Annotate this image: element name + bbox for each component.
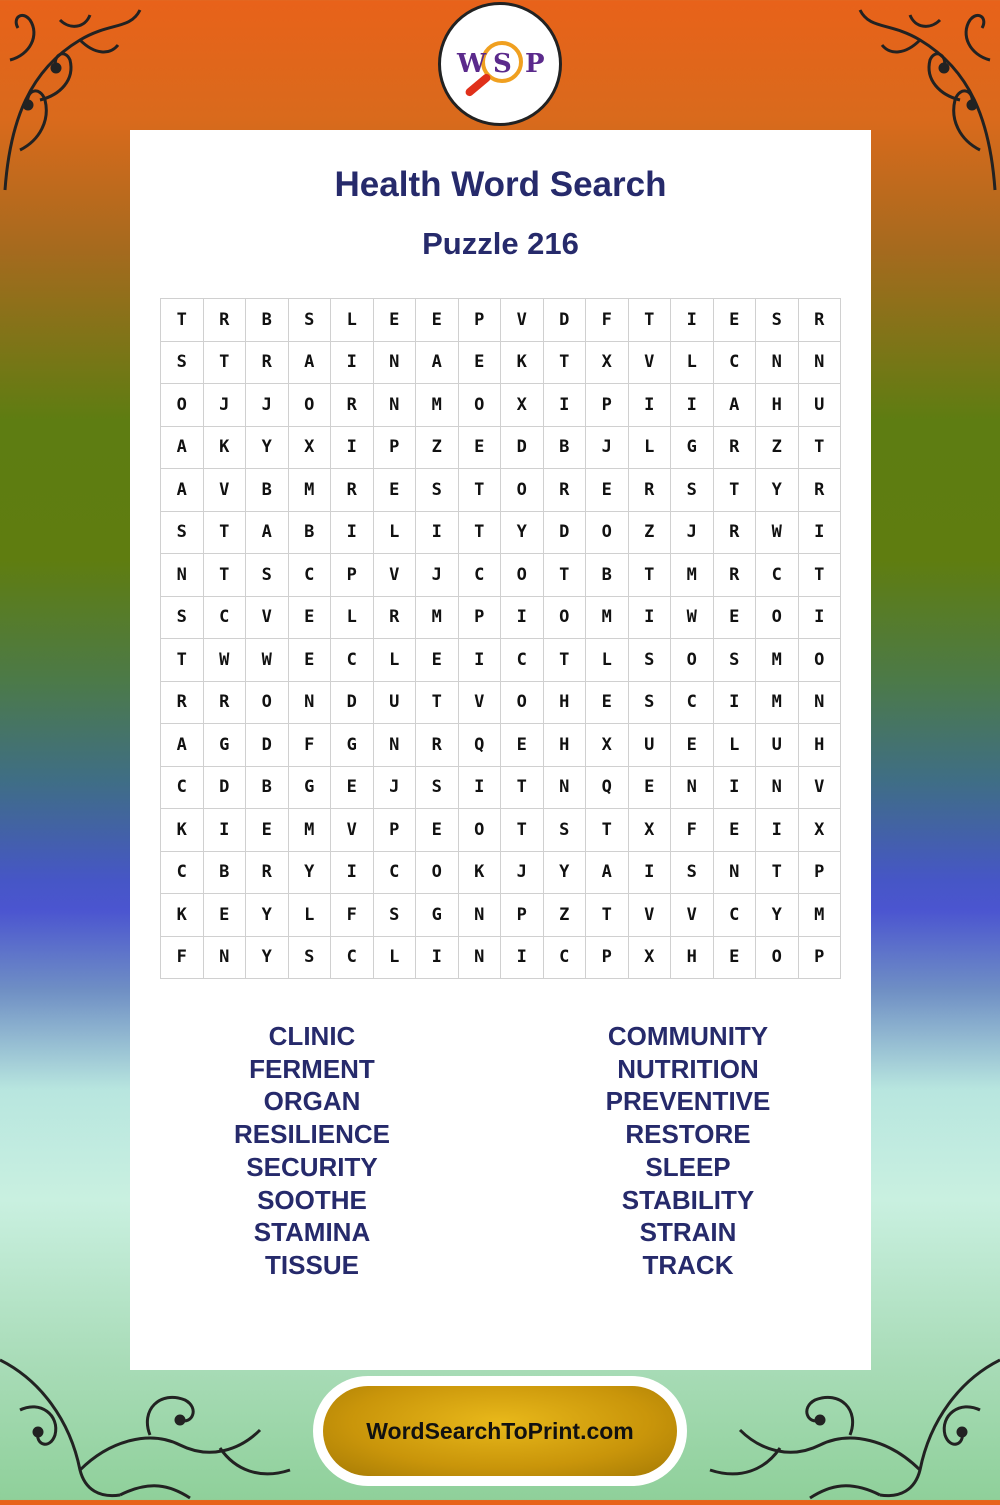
grid-cell[interactable]: E [459, 427, 502, 470]
grid-cell[interactable]: M [416, 597, 459, 640]
grid-cell[interactable]: I [459, 767, 502, 810]
grid-cell[interactable]: I [671, 384, 714, 427]
grid-cell[interactable]: N [544, 767, 587, 810]
grid-cell[interactable]: G [204, 724, 247, 767]
grid-cell[interactable]: J [416, 554, 459, 597]
grid-cell[interactable]: Z [756, 427, 799, 470]
grid-cell[interactable]: A [161, 724, 204, 767]
grid-cell[interactable]: S [289, 937, 332, 980]
grid-cell[interactable]: N [459, 894, 502, 937]
grid-cell[interactable]: I [459, 639, 502, 682]
grid-cell[interactable]: L [331, 597, 374, 640]
flourish-top-right [850, 0, 1000, 200]
word-list-item: RESTORE [625, 1119, 751, 1150]
grid-cell[interactable]: T [161, 299, 204, 342]
grid-cell[interactable]: S [246, 554, 289, 597]
grid-cell[interactable]: L [671, 342, 714, 385]
grid-cell[interactable]: V [331, 809, 374, 852]
word-list-item: NUTRITION [617, 1053, 759, 1084]
grid-cell[interactable]: H [671, 937, 714, 980]
grid-cell[interactable]: O [501, 554, 544, 597]
grid-cell[interactable]: U [799, 384, 842, 427]
grid-cell[interactable]: R [204, 682, 247, 725]
grid-cell[interactable]: B [586, 554, 629, 597]
grid-cell[interactable]: X [586, 724, 629, 767]
grid-cell[interactable]: E [331, 767, 374, 810]
grid-cell[interactable]: L [331, 299, 374, 342]
grid-cell[interactable]: H [799, 724, 842, 767]
grid-cell[interactable]: O [289, 384, 332, 427]
grid-cell[interactable]: X [629, 809, 672, 852]
word-list-item: RESILIENCE [233, 1119, 391, 1150]
grid-cell[interactable]: Y [289, 852, 332, 895]
grid-cell[interactable]: I [629, 852, 672, 895]
grid-cell[interactable]: L [374, 639, 417, 682]
grid-cell[interactable]: T [501, 767, 544, 810]
grid-cell[interactable]: B [246, 767, 289, 810]
grid-cell[interactable]: N [289, 682, 332, 725]
grid-cell[interactable]: M [586, 597, 629, 640]
grid-cell[interactable]: N [799, 342, 842, 385]
grid-cell[interactable]: H [756, 384, 799, 427]
word-list-item: STABILITY [621, 1184, 755, 1215]
grid-cell[interactable]: T [161, 639, 204, 682]
grid-cell[interactable]: Y [756, 469, 799, 512]
grid-cell[interactable]: E [586, 469, 629, 512]
grid-cell[interactable]: S [756, 299, 799, 342]
grid-cell[interactable]: L [374, 937, 417, 980]
grid-cell[interactable]: W [671, 597, 714, 640]
grid-cell[interactable]: P [374, 427, 417, 470]
grid-cell[interactable]: F [331, 894, 374, 937]
page-title: Health Word Search [334, 165, 667, 204]
grid-cell[interactable]: C [714, 894, 757, 937]
grid-cell[interactable]: I [799, 512, 842, 555]
grid-cell[interactable]: V [246, 597, 289, 640]
grid-cell[interactable]: C [756, 554, 799, 597]
grid-cell[interactable]: V [459, 682, 502, 725]
grid-cell[interactable]: B [246, 299, 289, 342]
grid-cell[interactable]: B [246, 469, 289, 512]
grid-cell[interactable]: K [204, 427, 247, 470]
grid-cell[interactable]: U [374, 682, 417, 725]
grid-cell[interactable]: J [374, 767, 417, 810]
logo-letter-w: W [457, 49, 487, 79]
grid-cell[interactable]: W [246, 639, 289, 682]
grid-cell[interactable]: T [544, 639, 587, 682]
grid-cell[interactable]: M [671, 554, 714, 597]
grid-cell[interactable]: Z [544, 894, 587, 937]
grid-cell[interactable]: X [289, 427, 332, 470]
grid-cell[interactable]: C [331, 639, 374, 682]
grid-cell[interactable]: Y [501, 512, 544, 555]
grid-cell[interactable]: P [501, 894, 544, 937]
grid-cell[interactable]: J [586, 427, 629, 470]
word-list-item: STRAIN [639, 1217, 737, 1248]
grid-cell[interactable]: E [501, 724, 544, 767]
grid-cell[interactable]: U [756, 724, 799, 767]
grid-cell[interactable]: I [629, 597, 672, 640]
grid-cell[interactable]: P [331, 554, 374, 597]
grid-cell[interactable]: N [374, 724, 417, 767]
grid-cell[interactable]: F [586, 299, 629, 342]
grid-cell[interactable]: C [671, 682, 714, 725]
grid-cell[interactable]: A [714, 384, 757, 427]
grid-cell[interactable]: E [416, 809, 459, 852]
grid-cell[interactable]: O [246, 682, 289, 725]
grid-cell[interactable]: R [714, 427, 757, 470]
grid-cell[interactable]: E [671, 724, 714, 767]
grid-cell[interactable]: F [289, 724, 332, 767]
grid-cell[interactable]: T [714, 469, 757, 512]
grid-cell[interactable]: N [756, 342, 799, 385]
grid-cell[interactable]: C [501, 639, 544, 682]
logo-letter-s: S [493, 49, 512, 79]
grid-cell[interactable]: S [289, 299, 332, 342]
grid-cell[interactable]: R [544, 469, 587, 512]
grid-cell[interactable]: E [289, 639, 332, 682]
grid-cell[interactable]: I [204, 809, 247, 852]
grid-cell[interactable]: R [799, 469, 842, 512]
grid-cell[interactable]: D [204, 767, 247, 810]
grid-cell[interactable]: I [629, 384, 672, 427]
grid-cell[interactable]: D [331, 682, 374, 725]
grid-cell[interactable]: M [756, 682, 799, 725]
grid-cell[interactable]: V [629, 342, 672, 385]
grid-cell[interactable]: I [416, 512, 459, 555]
grid-cell[interactable]: O [161, 384, 204, 427]
grid-cell[interactable]: T [204, 512, 247, 555]
grid-cell[interactable]: L [629, 427, 672, 470]
grid-cell[interactable]: I [331, 512, 374, 555]
grid-cell[interactable]: E [289, 597, 332, 640]
grid-cell[interactable]: P [586, 937, 629, 980]
grid-cell[interactable]: J [246, 384, 289, 427]
grid-cell[interactable]: E [459, 342, 502, 385]
grid-cell[interactable]: V [374, 554, 417, 597]
grid-cell[interactable]: P [459, 597, 502, 640]
grid-cell[interactable]: R [246, 852, 289, 895]
grid-cell[interactable]: R [246, 342, 289, 385]
grid-cell[interactable]: Z [629, 512, 672, 555]
grid-cell[interactable]: T [629, 299, 672, 342]
grid-cell[interactable]: J [671, 512, 714, 555]
grid-cell[interactable]: T [586, 809, 629, 852]
grid-cell[interactable]: T [629, 554, 672, 597]
grid-cell[interactable]: J [204, 384, 247, 427]
grid-cell[interactable]: C [161, 852, 204, 895]
grid-cell[interactable]: A [416, 342, 459, 385]
word-list-item: TISSUE [265, 1249, 359, 1280]
grid-cell[interactable]: E [416, 639, 459, 682]
grid-cell[interactable]: T [416, 682, 459, 725]
grid-cell[interactable]: D [544, 299, 587, 342]
grid-cell[interactable]: N [714, 852, 757, 895]
grid-cell[interactable]: I [331, 427, 374, 470]
grid-cell[interactable]: K [501, 342, 544, 385]
word-list-item: SOOTHE [257, 1184, 367, 1215]
grid-cell[interactable]: E [204, 894, 247, 937]
grid-cell[interactable]: G [671, 427, 714, 470]
grid-cell[interactable]: I [331, 342, 374, 385]
grid-cell[interactable]: R [714, 512, 757, 555]
grid-cell[interactable]: A [161, 469, 204, 512]
grid-cell[interactable]: L [374, 512, 417, 555]
grid-cell[interactable]: I [544, 384, 587, 427]
grid-cell[interactable]: I [714, 682, 757, 725]
grid-cell[interactable]: E [374, 469, 417, 512]
grid-cell[interactable]: O [416, 852, 459, 895]
word-list-item: COMMUNITY [607, 1021, 769, 1051]
grid-cell[interactable]: X [586, 342, 629, 385]
grid-cell[interactable]: C [714, 342, 757, 385]
grid-cell[interactable]: G [331, 724, 374, 767]
grid-cell[interactable]: V [501, 299, 544, 342]
grid-cell[interactable]: V [671, 894, 714, 937]
grid-cell[interactable]: O [501, 682, 544, 725]
grid-cell[interactable]: T [501, 809, 544, 852]
grid-cell[interactable]: K [459, 852, 502, 895]
grid-cell[interactable]: L [289, 894, 332, 937]
grid-cell[interactable]: O [756, 597, 799, 640]
grid-cell[interactable]: Y [246, 937, 289, 980]
grid-cell[interactable]: P [374, 809, 417, 852]
grid-cell[interactable]: I [501, 597, 544, 640]
grid-cell[interactable]: O [586, 512, 629, 555]
grid-cell[interactable]: C [544, 937, 587, 980]
grid-cell[interactable]: S [629, 639, 672, 682]
grid-cell[interactable]: O [671, 639, 714, 682]
grid-cell[interactable]: E [374, 299, 417, 342]
puzzle-number: Puzzle 216 [422, 226, 579, 261]
grid-cell[interactable]: T [544, 554, 587, 597]
grid-cell[interactable]: R [374, 597, 417, 640]
grid-cell[interactable]: A [586, 852, 629, 895]
letter-grid [160, 298, 841, 979]
grid-cell[interactable]: T [204, 554, 247, 597]
grid-cell[interactable]: C [204, 597, 247, 640]
grid-cell[interactable]: H [544, 682, 587, 725]
grid-cell[interactable]: X [799, 809, 842, 852]
grid-cell[interactable]: R [629, 469, 672, 512]
grid-cell[interactable]: I [799, 597, 842, 640]
grid-cell[interactable]: Y [756, 894, 799, 937]
puzzle-sheet [130, 130, 871, 1370]
grid-cell[interactable]: W [204, 639, 247, 682]
grid-cell[interactable]: M [799, 894, 842, 937]
grid-cell[interactable]: F [161, 937, 204, 980]
grid-cell[interactable]: O [501, 469, 544, 512]
grid-cell[interactable]: T [544, 342, 587, 385]
grid-cell[interactable]: S [544, 809, 587, 852]
grid-cell[interactable]: K [161, 809, 204, 852]
grid-cell[interactable]: P [459, 299, 502, 342]
grid-cell[interactable]: P [586, 384, 629, 427]
grid-cell[interactable]: E [714, 809, 757, 852]
word-list-item: TRACK [642, 1249, 734, 1280]
word-list-item: PREVENTIVE [605, 1086, 771, 1117]
grid-cell[interactable]: Z [416, 427, 459, 470]
grid-cell[interactable]: B [289, 512, 332, 555]
grid-cell[interactable]: A [289, 342, 332, 385]
grid-cell[interactable]: L [586, 639, 629, 682]
wsp-logo [438, 2, 562, 126]
grid-cell[interactable]: S [671, 469, 714, 512]
grid-cell[interactable]: R [331, 469, 374, 512]
word-list-item: FERMENT [249, 1053, 375, 1084]
grid-cell[interactable]: E [629, 767, 672, 810]
grid-cell[interactable]: N [671, 767, 714, 810]
grid-cell[interactable]: M [416, 384, 459, 427]
grid-cell[interactable]: C [331, 937, 374, 980]
word-list-item: SLEEP [645, 1151, 731, 1182]
grid-cell[interactable]: X [501, 384, 544, 427]
site-link[interactable]: WordSearchToPrint.com [323, 1386, 677, 1476]
grid-cell[interactable]: U [629, 724, 672, 767]
footer-badge [313, 1376, 687, 1486]
grid-cell[interactable]: A [161, 427, 204, 470]
flourish-top-left [0, 0, 150, 200]
grid-cell[interactable]: T [459, 469, 502, 512]
grid-cell[interactable]: M [289, 809, 332, 852]
grid-cell[interactable]: V [799, 767, 842, 810]
grid-cell[interactable]: O [459, 809, 502, 852]
grid-cell[interactable]: S [161, 512, 204, 555]
grid-cell[interactable]: B [544, 427, 587, 470]
grid-cell[interactable]: V [629, 894, 672, 937]
grid-cell[interactable]: T [756, 852, 799, 895]
grid-cell[interactable]: S [416, 767, 459, 810]
grid-cell[interactable]: O [544, 597, 587, 640]
grid-cell[interactable]: T [586, 894, 629, 937]
grid-cell[interactable]: M [289, 469, 332, 512]
grid-cell[interactable]: D [246, 724, 289, 767]
grid-cell[interactable]: T [799, 427, 842, 470]
grid-cell[interactable]: R [714, 554, 757, 597]
grid-cell[interactable]: I [714, 767, 757, 810]
grid-cell[interactable]: L [714, 724, 757, 767]
grid-cell[interactable]: I [756, 809, 799, 852]
grid-cell[interactable]: I [501, 937, 544, 980]
grid-cell[interactable]: Y [544, 852, 587, 895]
grid-cell[interactable]: R [416, 724, 459, 767]
grid-cell[interactable]: I [671, 299, 714, 342]
word-list-item: SECURITY [246, 1151, 378, 1182]
grid-cell[interactable]: N [161, 554, 204, 597]
grid-cell[interactable]: N [799, 682, 842, 725]
grid-cell[interactable]: N [756, 767, 799, 810]
grid-cell[interactable]: C [289, 554, 332, 597]
grid-cell[interactable]: D [501, 427, 544, 470]
grid-cell[interactable]: S [161, 342, 204, 385]
grid-cell[interactable]: O [799, 639, 842, 682]
grid-cell[interactable]: C [459, 554, 502, 597]
word-list-item: STAMINA [253, 1217, 371, 1248]
grid-cell[interactable]: P [799, 937, 842, 980]
grid-cell[interactable]: E [714, 937, 757, 980]
grid-cell[interactable]: B [204, 852, 247, 895]
grid-cell[interactable]: O [756, 937, 799, 980]
grid-cell[interactable]: R [331, 384, 374, 427]
grid-cell[interactable]: W [756, 512, 799, 555]
grid-cell[interactable]: X [629, 937, 672, 980]
grid-cell[interactable]: I [331, 852, 374, 895]
grid-cell[interactable]: O [459, 384, 502, 427]
grid-cell[interactable]: Q [586, 767, 629, 810]
grid-cell[interactable]: S [629, 682, 672, 725]
grid-cell[interactable]: R [161, 682, 204, 725]
grid-cell[interactable]: I [416, 937, 459, 980]
word-list-left [162, 1020, 462, 1282]
grid-cell[interactable]: S [714, 639, 757, 682]
grid-cell[interactable]: Q [459, 724, 502, 767]
grid-cell[interactable]: Y [246, 894, 289, 937]
grid-cell[interactable]: M [756, 639, 799, 682]
grid-cell[interactable]: E [586, 682, 629, 725]
grid-cell[interactable]: K [161, 894, 204, 937]
word-list-item: ORGAN [263, 1086, 361, 1117]
grid-cell[interactable]: T [459, 512, 502, 555]
grid-cell[interactable]: D [544, 512, 587, 555]
grid-cell[interactable]: T [204, 342, 247, 385]
grid-cell[interactable]: N [374, 384, 417, 427]
grid-cell[interactable]: S [161, 597, 204, 640]
grid-cell[interactable]: G [289, 767, 332, 810]
logo-letter-p: P [525, 49, 545, 79]
grid-cell[interactable]: R [799, 299, 842, 342]
grid-cell[interactable]: T [799, 554, 842, 597]
grid-cell[interactable]: E [714, 299, 757, 342]
grid-cell[interactable]: V [204, 469, 247, 512]
word-list-item: CLINIC [268, 1021, 356, 1051]
grid-cell[interactable]: H [544, 724, 587, 767]
grid-cell[interactable]: F [671, 809, 714, 852]
grid-cell[interactable]: N [204, 937, 247, 980]
grid-cell[interactable]: A [246, 512, 289, 555]
grid-cell[interactable]: S [416, 469, 459, 512]
grid-cell[interactable]: S [374, 894, 417, 937]
grid-cell[interactable]: C [161, 767, 204, 810]
grid-cell[interactable]: N [459, 937, 502, 980]
grid-cell[interactable]: E [416, 299, 459, 342]
grid-cell[interactable]: G [416, 894, 459, 937]
grid-cell[interactable]: J [501, 852, 544, 895]
grid-cell[interactable]: C [374, 852, 417, 895]
word-list-right [538, 1020, 838, 1282]
grid-cell[interactable]: N [374, 342, 417, 385]
grid-cell[interactable]: R [204, 299, 247, 342]
grid-cell[interactable]: S [671, 852, 714, 895]
grid-cell[interactable]: Y [246, 427, 289, 470]
grid-cell[interactable]: E [714, 597, 757, 640]
grid-cell[interactable]: E [246, 809, 289, 852]
grid-cell[interactable]: P [799, 852, 842, 895]
